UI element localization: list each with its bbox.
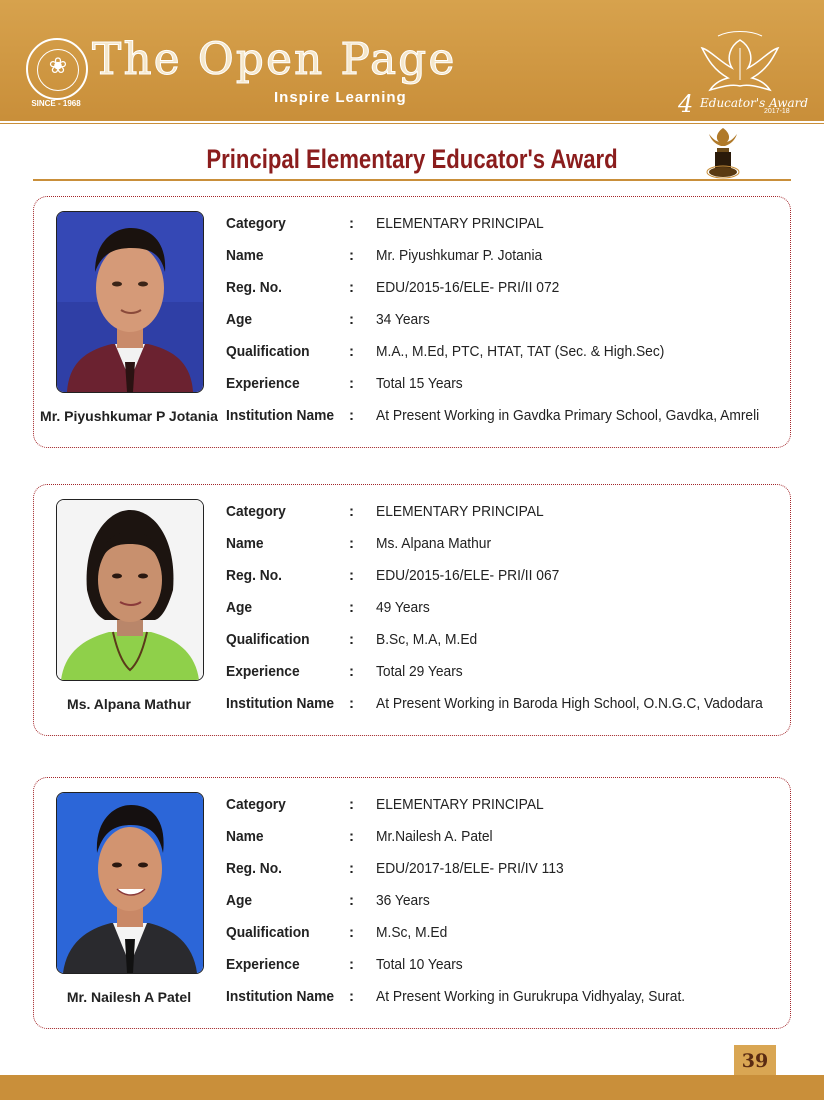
colon: : xyxy=(349,375,354,392)
institution-label: Institution Name xyxy=(226,988,335,1005)
name-value: Mr.Nailesh A. Patel xyxy=(376,828,493,845)
experience-label: Experience xyxy=(226,956,300,973)
colon: : xyxy=(349,924,354,941)
institution-label: Institution Name xyxy=(226,407,335,424)
award-number: 4 xyxy=(678,90,694,118)
reg-label: Reg. No. xyxy=(226,860,282,877)
experience-value: Total 10 Years xyxy=(376,956,463,973)
qualification-value: B.Sc, M.A, M.Ed xyxy=(376,631,478,648)
name-label: Name xyxy=(226,828,264,845)
colon: : xyxy=(349,567,354,584)
age-label: Age xyxy=(226,311,253,328)
reg-value: EDU/2015-16/ELE- PRI/II 072 xyxy=(376,279,560,296)
category-label: Category xyxy=(226,215,286,232)
name-label: Name xyxy=(226,535,264,552)
colon: : xyxy=(349,215,354,232)
swan-icon: ❀ xyxy=(48,54,68,79)
age-value: 34 Years xyxy=(376,311,430,328)
age-value: 36 Years xyxy=(376,892,430,909)
page-number: 39 xyxy=(734,1045,776,1077)
colon: : xyxy=(349,956,354,973)
category-value: ELEMENTARY PRINCIPAL xyxy=(376,796,544,813)
reg-label: Reg. No. xyxy=(226,567,282,584)
educator-card xyxy=(33,777,791,1029)
category-value: ELEMENTARY PRINCIPAL xyxy=(376,503,544,520)
colon: : xyxy=(349,631,354,648)
page-title: Principal Elementary Educator's Award xyxy=(206,144,618,174)
colon: : xyxy=(349,663,354,680)
colon: : xyxy=(349,695,354,712)
institution-label: Institution Name xyxy=(226,695,335,712)
page-header xyxy=(0,0,824,118)
name-label: Name xyxy=(226,247,264,264)
experience-value: Total 15 Years xyxy=(376,375,463,392)
educator-photo xyxy=(56,792,204,974)
educator-caption: Mr. Nailesh A Patel xyxy=(66,989,192,1005)
header-divider xyxy=(0,118,824,121)
qualification-label: Qualification xyxy=(226,631,310,648)
since-label: SINCE - 1968 xyxy=(31,99,81,108)
educator-card xyxy=(33,196,791,448)
qualification-value: M.Sc, M.Ed xyxy=(376,924,448,941)
reg-value: EDU/2015-16/ELE- PRI/II 067 xyxy=(376,567,560,584)
institution-value: At Present Working in Baroda High School, O.N.G.C, Vadodara xyxy=(376,695,763,712)
colon: : xyxy=(349,247,354,264)
educator-photo xyxy=(56,211,204,393)
colon: : xyxy=(349,599,354,616)
colon: : xyxy=(349,828,354,845)
reg-label: Reg. No. xyxy=(226,279,282,296)
trophy-icon xyxy=(705,124,741,180)
title-underline xyxy=(33,179,791,181)
award-year: 2017-18 xyxy=(764,108,790,115)
educator-card xyxy=(33,484,791,736)
educator-caption: Ms. Alpana Mathur xyxy=(67,696,191,712)
colon: : xyxy=(349,535,354,552)
colon: : xyxy=(349,988,354,1005)
header-divider-thin xyxy=(0,123,824,124)
age-label: Age xyxy=(226,892,253,909)
brand-name: The Open Page xyxy=(92,34,457,85)
page-footer xyxy=(0,1075,824,1100)
colon: : xyxy=(349,343,354,360)
name-value: Mr. Piyushkumar P. Jotania xyxy=(376,247,543,264)
experience-value: Total 29 Years xyxy=(376,663,463,680)
institution-value: At Present Working in Gavdka Primary School, Gavdka, Amreli xyxy=(376,407,760,424)
experience-label: Experience xyxy=(226,663,300,680)
age-label: Age xyxy=(226,599,253,616)
swan-logo-icon xyxy=(26,38,88,100)
colon: : xyxy=(349,892,354,909)
educator-caption: Mr. Piyushkumar P Jotania xyxy=(40,408,218,424)
award-title: Educator's Award xyxy=(700,96,809,110)
category-label: Category xyxy=(226,796,286,813)
name-value: Ms. Alpana Mathur xyxy=(376,535,492,552)
colon: : xyxy=(349,796,354,813)
category-label: Category xyxy=(226,503,286,520)
age-value: 49 Years xyxy=(376,599,430,616)
qualification-label: Qualification xyxy=(226,924,310,941)
reg-value: EDU/2017-18/ELE- PRI/IV 113 xyxy=(376,860,564,877)
colon: : xyxy=(349,279,354,296)
experience-label: Experience xyxy=(226,375,300,392)
brand-tagline: Inspire Learning xyxy=(274,89,407,106)
colon: : xyxy=(349,503,354,520)
educator-photo xyxy=(56,499,204,681)
colon: : xyxy=(349,311,354,328)
qualification-value: M.A., M.Ed, PTC, HTAT, TAT (Sec. & High.Sec) xyxy=(376,343,665,360)
colon: : xyxy=(349,860,354,877)
institution-value: At Present Working in Gurukrupa Vidhyalay, Surat. xyxy=(376,988,686,1005)
colon: : xyxy=(349,407,354,424)
qualification-label: Qualification xyxy=(226,343,310,360)
category-value: ELEMENTARY PRINCIPAL xyxy=(376,215,544,232)
